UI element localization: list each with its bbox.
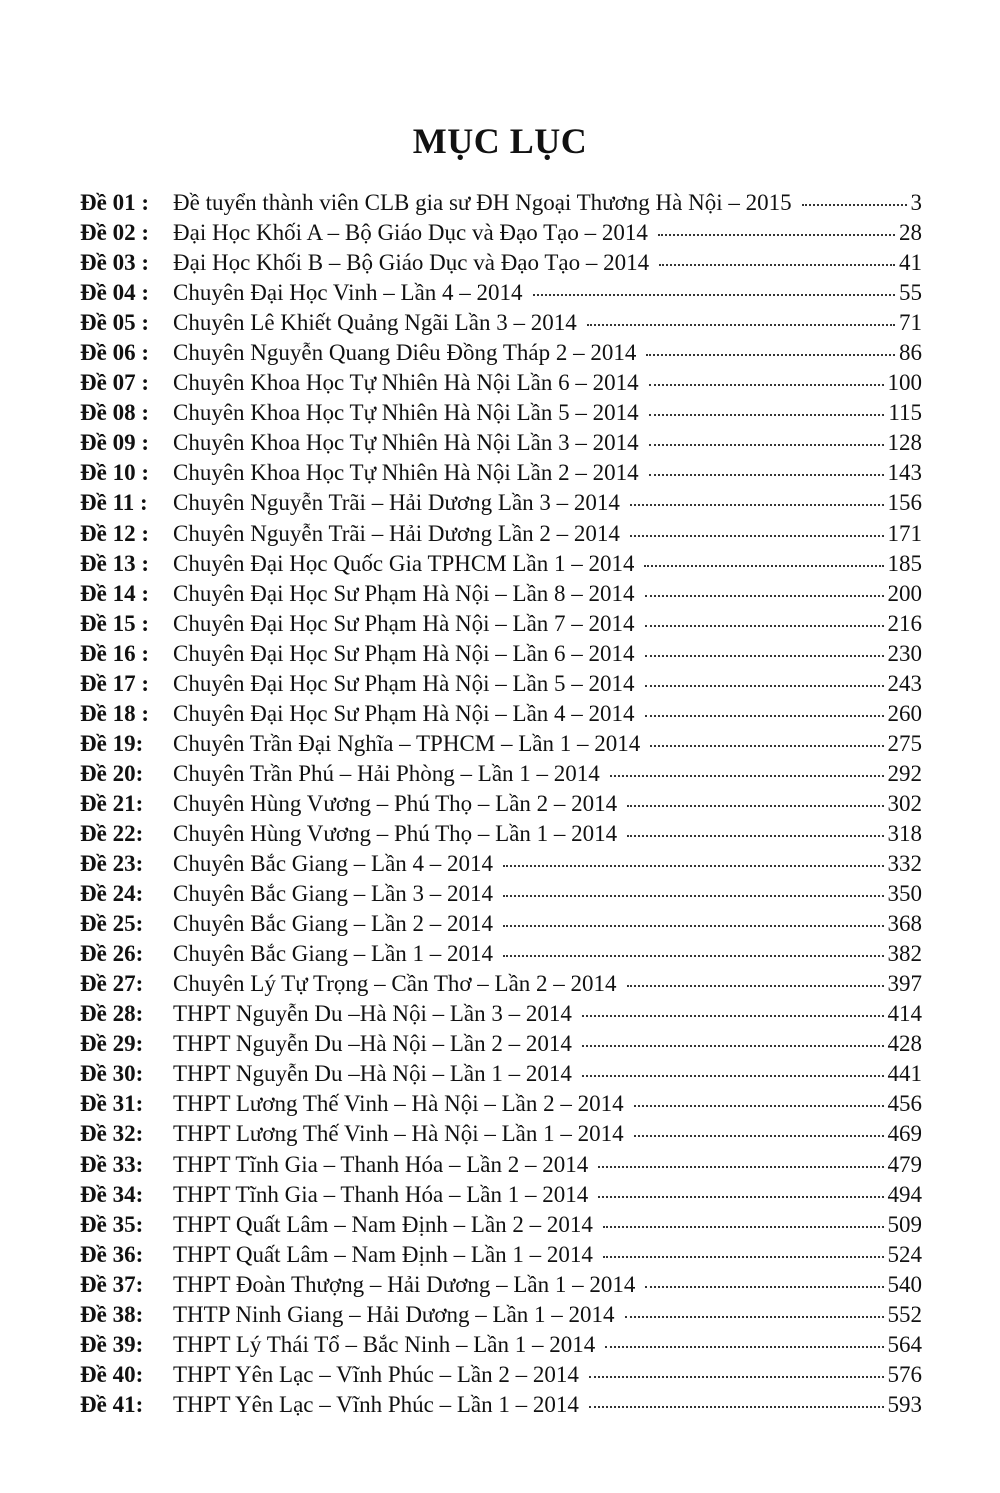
- toc-entry-label: Đề 07 :: [80, 370, 149, 396]
- toc-entry-page-number: 350: [887, 881, 922, 907]
- toc-entry-label: Đề 13 :: [80, 550, 149, 576]
- dot-leader: [610, 775, 884, 777]
- toc-entry-title: THPT Đoàn Thượng – Hải Dương – Lần 1 – 2014: [173, 1271, 636, 1297]
- dot-leader: [582, 1075, 884, 1077]
- toc-entry-label: Đề 15 :: [80, 610, 149, 636]
- toc-entry-label: Đề 40:: [80, 1361, 144, 1387]
- toc-entry-title: THPT Quất Lâm – Nam Định – Lần 1 – 2014: [173, 1241, 593, 1267]
- dot-leader: [603, 1226, 884, 1228]
- toc-entry-label: Đề 27:: [80, 971, 144, 997]
- toc-entry[interactable]: [80, 400, 922, 430]
- toc-entry[interactable]: [80, 250, 922, 280]
- toc-entry-title: Chuyên Bắc Giang – Lần 4 – 2014: [173, 851, 494, 877]
- dot-leader: [634, 1105, 884, 1107]
- toc-entry[interactable]: [80, 1302, 922, 1332]
- toc-entry-title: Chuyên Lý Tự Trọng – Cần Thơ – Lần 2 – 2014: [173, 971, 617, 997]
- toc-entry-label: Đề 11 :: [80, 490, 148, 516]
- dot-leader: [603, 1256, 884, 1258]
- dot-leader: [646, 354, 895, 356]
- toc-entry-page-number: 593: [887, 1391, 922, 1417]
- toc-entry-label: Đề 22:: [80, 820, 144, 846]
- toc-entry-label: Đề 03 :: [80, 250, 149, 276]
- toc-entry-label: Đề 17 :: [80, 670, 149, 696]
- toc-entry-title: Chuyên Đại Học Sư Phạm Hà Nội – Lần 7 – 2014: [173, 610, 635, 636]
- toc-entry-page-number: 100: [887, 370, 922, 396]
- toc-entry-title: THPT Tĩnh Gia – Thanh Hóa – Lần 1 – 2014: [173, 1181, 589, 1207]
- toc-entry-page-number: 368: [887, 911, 922, 937]
- dot-leader: [598, 1166, 883, 1168]
- toc-entry-label: Đề 06 :: [80, 340, 149, 366]
- dot-leader: [630, 504, 884, 506]
- dot-leader: [598, 1196, 883, 1198]
- toc-entry-label: Đề 37:: [80, 1271, 144, 1297]
- toc-entry[interactable]: [80, 581, 922, 611]
- toc-entry-label: Đề 04 :: [80, 280, 149, 306]
- toc-entry-label: Đề 08 :: [80, 400, 149, 426]
- toc-entry[interactable]: [80, 1182, 922, 1212]
- toc-entry[interactable]: [80, 190, 922, 220]
- toc-entry-title: THPT Nguyễn Du –Hà Nội – Lần 3 – 2014: [173, 1001, 572, 1027]
- toc-entry-label: Đề 35:: [80, 1211, 144, 1237]
- toc-entry-label: Đề 34:: [80, 1181, 144, 1207]
- toc-entry-page-number: 185: [887, 550, 922, 576]
- toc-entry-page-number: 332: [887, 851, 922, 877]
- dot-leader: [630, 535, 884, 537]
- toc-entry-title: Chuyên Nguyễn Trãi – Hải Dương Lần 3 – 2014: [173, 490, 620, 516]
- toc-entry-page-number: 382: [887, 941, 922, 967]
- toc-entry[interactable]: [80, 971, 922, 1001]
- toc-entry-page-number: 115: [888, 400, 922, 426]
- toc-entry-title: Chuyên Lê Khiết Quảng Ngãi Lần 3 – 2014: [173, 310, 577, 336]
- toc-entry-page-number: 456: [887, 1091, 922, 1117]
- toc-entry-page-number: 143: [887, 460, 922, 486]
- dot-leader: [644, 565, 883, 567]
- toc-entry-page-number: 302: [887, 790, 922, 816]
- dot-leader: [589, 1406, 884, 1408]
- toc-entry[interactable]: [80, 1392, 922, 1422]
- toc-entry-page-number: 3: [910, 190, 922, 215]
- toc-entry-title: Đại Học Khối B – Bộ Giáo Dục và Đạo Tạo – 2014: [173, 250, 650, 276]
- toc-entry-title: Chuyên Bắc Giang – Lần 2 – 2014: [173, 911, 494, 937]
- toc-entry-label: Đề 01 :: [80, 190, 149, 215]
- dot-leader: [533, 294, 895, 296]
- toc-entry[interactable]: [80, 370, 922, 400]
- toc-entry-title: THPT Lương Thế Vinh – Hà Nội – Lần 2 – 2014: [173, 1091, 624, 1117]
- toc-entry[interactable]: [80, 551, 922, 581]
- toc-entry-label: Đề 41:: [80, 1391, 144, 1417]
- dot-leader: [650, 745, 883, 747]
- toc-entry-page-number: 397: [887, 971, 922, 997]
- toc-entry-label: Đề 33:: [80, 1151, 144, 1177]
- toc-entry-title: Chuyên Nguyễn Quang Diêu Đồng Tháp 2 – 2014: [173, 340, 637, 366]
- toc-entry[interactable]: [80, 1031, 922, 1061]
- toc-entry-label: Đề 36:: [80, 1241, 144, 1267]
- dot-leader: [503, 895, 883, 897]
- toc-entry-page-number: 200: [887, 580, 922, 606]
- toc-entry-page-number: 509: [887, 1211, 922, 1237]
- toc-entry-title: Chuyên Đại Học Sư Phạm Hà Nội – Lần 5 – 2014: [173, 670, 635, 696]
- dot-leader: [649, 414, 885, 416]
- toc-entry-title: Chuyên Nguyễn Trãi – Hải Dương Lần 2 – 2014: [173, 520, 620, 546]
- dot-leader: [582, 1015, 884, 1017]
- dot-leader: [649, 384, 884, 386]
- dot-leader: [503, 955, 883, 957]
- toc-entry-title: Chuyên Bắc Giang – Lần 1 – 2014: [173, 941, 494, 967]
- dot-leader: [658, 234, 895, 236]
- toc-entry-title: THPT Nguyễn Du –Hà Nội – Lần 1 – 2014: [173, 1061, 572, 1087]
- toc-entry[interactable]: [80, 1212, 922, 1242]
- toc-entry[interactable]: [80, 881, 922, 911]
- toc-entry[interactable]: [80, 460, 922, 490]
- toc-entry-title: THPT Yên Lạc – Vĩnh Phúc – Lần 1 – 2014: [173, 1391, 579, 1417]
- toc-entry-label: Đề 28:: [80, 1001, 144, 1027]
- toc-entry-title: Chuyên Đại Học Sư Phạm Hà Nội – Lần 6 – 2014: [173, 640, 635, 666]
- dot-leader: [802, 204, 907, 206]
- toc-entry[interactable]: [80, 731, 922, 761]
- dot-leader: [605, 1346, 883, 1348]
- toc-entry[interactable]: [80, 701, 922, 731]
- toc-entry-title: Chuyên Khoa Học Tự Nhiên Hà Nội Lần 5 – 2014: [173, 400, 639, 426]
- toc-entry-page-number: 479: [887, 1151, 922, 1177]
- toc-entry-label: Đề 09 :: [80, 430, 149, 456]
- toc-entry-label: Đề 29:: [80, 1031, 144, 1057]
- dot-leader: [627, 835, 883, 837]
- dot-leader: [627, 805, 883, 807]
- toc-entry-page-number: 524: [887, 1241, 922, 1267]
- toc-entry-page-number: 414: [887, 1001, 922, 1027]
- toc-entry-title: Chuyên Khoa Học Tự Nhiên Hà Nội Lần 2 – 2014: [173, 460, 639, 486]
- toc-entry-title: THPT Tĩnh Gia – Thanh Hóa – Lần 2 – 2014: [173, 1151, 589, 1177]
- toc-entry-page-number: 128: [887, 430, 922, 456]
- toc-entry[interactable]: [80, 340, 922, 370]
- toc-entry[interactable]: [80, 1152, 922, 1182]
- toc-entry[interactable]: [80, 1332, 922, 1362]
- dot-leader: [582, 1045, 884, 1047]
- toc-entry[interactable]: [80, 941, 922, 971]
- toc-entry-label: Đề 32:: [80, 1121, 144, 1147]
- toc-entry[interactable]: [80, 761, 922, 791]
- toc-entry-page-number: 275: [887, 730, 922, 756]
- toc-entry-page-number: 494: [887, 1181, 922, 1207]
- toc-entry-label: Đề 02 :: [80, 220, 149, 246]
- toc-entry-page-number: 441: [887, 1061, 922, 1087]
- toc-entry-title: Chuyên Khoa Học Tự Nhiên Hà Nội Lần 6 – 2014: [173, 370, 639, 396]
- toc-entry-label: Đề 30:: [80, 1061, 144, 1087]
- dot-leader: [645, 655, 884, 657]
- toc-entry-label: Đề 39:: [80, 1331, 144, 1357]
- dot-leader: [589, 1376, 884, 1378]
- toc-entry-title: Chuyên Đại Học Sư Phạm Hà Nội – Lần 8 – 2014: [173, 580, 635, 606]
- toc-entry-label: Đề 20:: [80, 760, 144, 786]
- toc-entry-title: THPT Nguyễn Du –Hà Nội – Lần 2 – 2014: [173, 1031, 572, 1057]
- toc-entry-page-number: 564: [887, 1331, 922, 1357]
- toc-entry-page-number: 71: [899, 310, 922, 336]
- toc-entry-label: Đề 05 :: [80, 310, 149, 336]
- dot-leader: [503, 925, 883, 927]
- toc-entry[interactable]: [80, 611, 922, 641]
- toc-entry[interactable]: [80, 791, 922, 821]
- toc-entry[interactable]: [80, 1001, 922, 1031]
- toc-entry[interactable]: [80, 1121, 922, 1151]
- toc-entry-page-number: 260: [887, 700, 922, 726]
- toc-entry[interactable]: [80, 220, 922, 250]
- toc-entry-title: Đại Học Khối A – Bộ Giáo Dục và Đạo Tạo – 2014: [173, 220, 648, 246]
- toc-entry[interactable]: [80, 1061, 922, 1091]
- toc-entry[interactable]: [80, 1272, 922, 1302]
- toc-entry-title: Chuyên Hùng Vương – Phú Thọ – Lần 1 – 2014: [173, 820, 618, 846]
- toc-entry[interactable]: [80, 280, 922, 310]
- toc-entry[interactable]: [80, 851, 922, 881]
- toc-entry-label: Đề 18 :: [80, 700, 149, 726]
- toc-entry[interactable]: [80, 310, 922, 340]
- toc-entry-label: Đề 38:: [80, 1301, 144, 1327]
- toc-entry-label: Đề 24:: [80, 881, 144, 907]
- dot-leader: [649, 444, 884, 446]
- toc-entry-title: Chuyên Đại Học Vinh – Lần 4 – 2014: [173, 280, 523, 306]
- dot-leader: [645, 595, 884, 597]
- toc-entry[interactable]: [80, 1362, 922, 1392]
- toc-entry-page-number: 318: [887, 820, 922, 846]
- toc-entry[interactable]: [80, 1242, 922, 1272]
- toc-entry-label: Đề 19:: [80, 730, 144, 756]
- toc-entry-title: THPT Lương Thế Vinh – Hà Nội – Lần 1 – 2014: [173, 1121, 624, 1147]
- dot-leader: [634, 1135, 884, 1137]
- toc-entry-page-number: 55: [899, 280, 922, 306]
- toc-entry-label: Đề 23:: [80, 851, 144, 877]
- toc-entry-page-number: 171: [887, 520, 922, 546]
- toc-entry[interactable]: [80, 490, 922, 520]
- dot-leader: [503, 865, 883, 867]
- toc-entry-title: THPT Lý Thái Tổ – Bắc Ninh – Lần 1 – 2014: [173, 1331, 596, 1357]
- toc-entry[interactable]: [80, 430, 922, 460]
- toc-entry-label: Đề 21:: [80, 790, 144, 816]
- toc-entry-title: Chuyên Khoa Học Tự Nhiên Hà Nội Lần 3 – 2014: [173, 430, 639, 456]
- toc-entry-title: THPT Yên Lạc – Vĩnh Phúc – Lần 2 – 2014: [173, 1361, 579, 1387]
- toc-entry-title: Chuyên Trần Đại Nghĩa – TPHCM – Lần 1 – 2014: [173, 730, 641, 756]
- toc-entry-title: Chuyên Hùng Vương – Phú Thọ – Lần 2 – 2014: [173, 790, 618, 816]
- dot-leader: [645, 625, 884, 627]
- toc-entry-page-number: 156: [887, 490, 922, 516]
- toc-entry-label: Đề 16 :: [80, 640, 149, 666]
- toc-entry-page-number: 428: [887, 1031, 922, 1057]
- toc-entry-title: Chuyên Trần Phú – Hải Phòng – Lần 1 – 2014: [173, 760, 600, 786]
- toc-entry-page-number: 216: [887, 610, 922, 636]
- toc-entry-title: THPT Quất Lâm – Nam Định – Lần 2 – 2014: [173, 1211, 593, 1237]
- dot-leader: [659, 264, 895, 266]
- toc-entry-title: Đề tuyển thành viên CLB gia sư ĐH Ngoại Thương Hà Nội – 2015: [173, 190, 792, 215]
- toc-entry-label: Đề 31:: [80, 1091, 144, 1117]
- table-of-contents: [80, 190, 922, 1422]
- toc-entry-page-number: 243: [887, 670, 922, 696]
- toc-entry-page-number: 86: [899, 340, 922, 366]
- toc-entry-title: Chuyên Đại Học Quốc Gia TPHCM Lần 1 – 2014: [173, 550, 635, 576]
- toc-entry[interactable]: [80, 911, 922, 941]
- toc-entry[interactable]: [80, 641, 922, 671]
- toc-entry-page-number: 540: [887, 1271, 922, 1297]
- toc-entry-title: Chuyên Đại Học Sư Phạm Hà Nội – Lần 4 – 2014: [173, 700, 635, 726]
- dot-leader: [645, 685, 884, 687]
- toc-entry-page-number: 552: [887, 1301, 922, 1327]
- toc-entry-label: Đề 10 :: [80, 460, 149, 486]
- toc-entry-title: Chuyên Bắc Giang – Lần 3 – 2014: [173, 881, 494, 907]
- toc-entry-label: Đề 26:: [80, 941, 144, 967]
- toc-entry[interactable]: [80, 521, 922, 551]
- toc-entry[interactable]: [80, 821, 922, 851]
- dot-leader: [645, 715, 884, 717]
- toc-entry-label: Đề 12 :: [80, 520, 149, 546]
- toc-entry[interactable]: [80, 671, 922, 701]
- page-title: MỤC LỤC: [412, 121, 588, 161]
- toc-entry-page-number: 292: [887, 760, 922, 786]
- dot-leader: [649, 474, 884, 476]
- toc-entry-label: Đề 14 :: [80, 580, 149, 606]
- toc-entry-page-number: 41: [899, 250, 922, 276]
- dot-leader: [627, 985, 884, 987]
- toc-entry-label: Đề 25:: [80, 911, 144, 937]
- toc-entry-page-number: 230: [887, 640, 922, 666]
- dot-leader: [625, 1316, 884, 1318]
- toc-entry[interactable]: [80, 1091, 922, 1121]
- dot-leader: [587, 324, 895, 326]
- toc-entry-page-number: 469: [887, 1121, 922, 1147]
- toc-entry-page-number: 576: [887, 1361, 922, 1387]
- toc-entry-page-number: 28: [899, 220, 922, 246]
- dot-leader: [645, 1286, 883, 1288]
- toc-entry-title: THTP Ninh Giang – Hải Dương – Lần 1 – 2014: [173, 1301, 615, 1327]
